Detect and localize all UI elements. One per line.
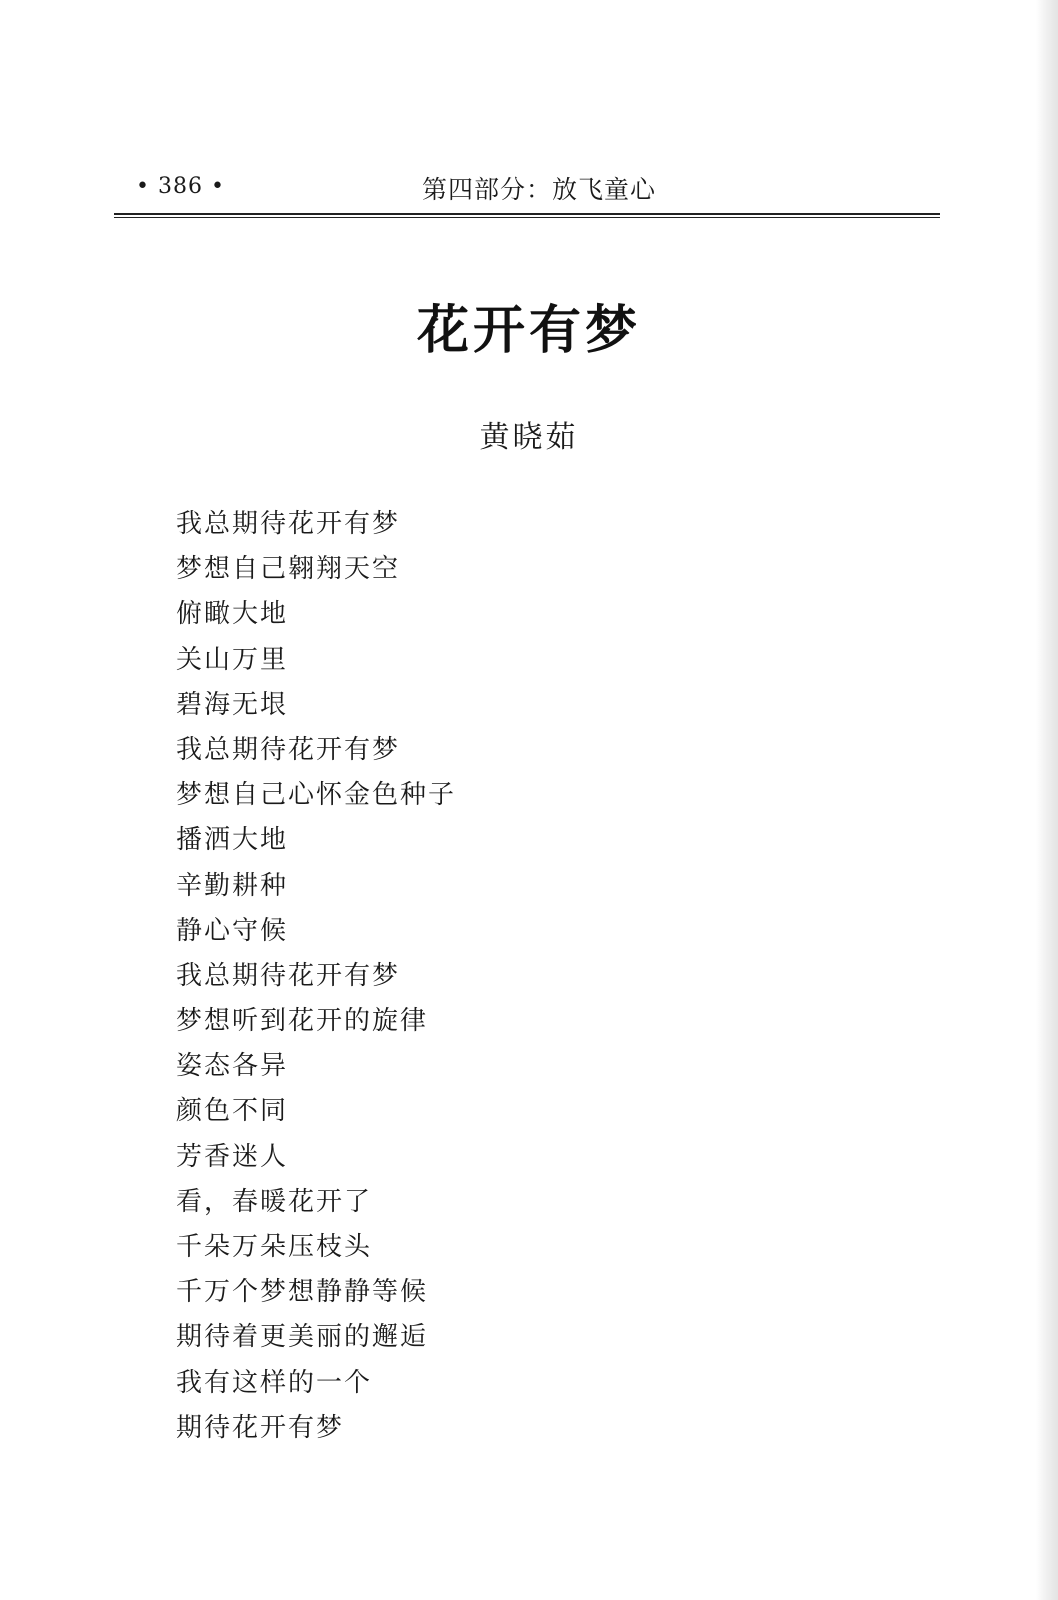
poem-line: 我总期待花开有梦 bbox=[176, 960, 401, 991]
poem-line: 静心守候 bbox=[176, 915, 289, 946]
poem-line: 期待着更美丽的邂逅 bbox=[176, 1322, 429, 1353]
poem-line: 我总期待花开有梦 bbox=[176, 734, 401, 765]
poem-body bbox=[176, 502, 456, 1451]
page-number: • 386 • bbox=[136, 174, 225, 199]
poem-line: 梦想听到花开的旋律 bbox=[176, 1006, 429, 1037]
poem-line: 关山万里 bbox=[176, 644, 289, 675]
page-edge-shadow bbox=[1036, 0, 1058, 1600]
poem-line: 碧海无垠 bbox=[176, 689, 289, 720]
running-header bbox=[114, 170, 940, 210]
poem-author: 黄晓茹 bbox=[479, 420, 579, 455]
poem-line: 颜色不同 bbox=[176, 1096, 289, 1127]
poem-line: 我总期待花开有梦 bbox=[176, 509, 401, 539]
poem-line: 播洒大地 bbox=[176, 825, 289, 856]
header-rule bbox=[114, 213, 940, 218]
poem-line: 千朵万朵压枝头 bbox=[176, 1232, 373, 1262]
poem-line: 俯瞰大地 bbox=[176, 599, 289, 630]
poem-line: 看，春暖花开了 bbox=[176, 1186, 373, 1217]
poem-line: 辛勤耕种 bbox=[176, 870, 289, 901]
poem-line: 梦想自己翱翔天空 bbox=[176, 554, 401, 585]
poem-title: 花开有梦 bbox=[416, 301, 641, 361]
poem-line: 芳香迷人 bbox=[176, 1141, 289, 1172]
poem-line: 千万个梦想静静等候 bbox=[176, 1277, 429, 1308]
section-title: 第四部分：放飞童心 bbox=[421, 175, 656, 204]
poem-line: 梦想自己心怀金色种子 bbox=[176, 780, 457, 811]
poem-line: 我有这样的一个 bbox=[176, 1367, 373, 1398]
poem-line: 期待花开有梦 bbox=[176, 1412, 345, 1443]
poem-line: 姿态各异 bbox=[176, 1051, 289, 1082]
